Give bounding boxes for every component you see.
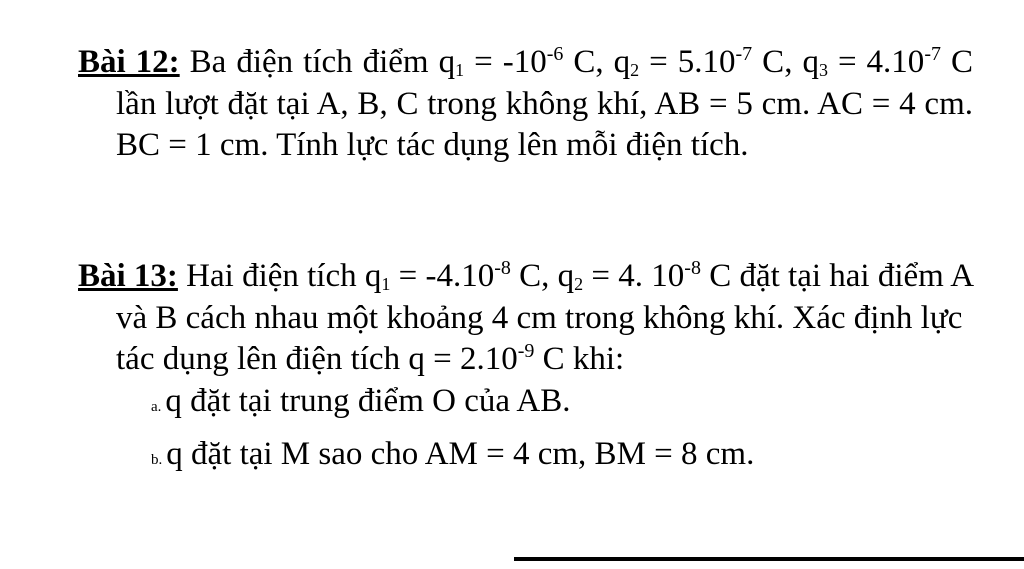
problem-12-heading: Bài 12: bbox=[78, 44, 180, 80]
problem-13-text: Hai điện tích q bbox=[177, 258, 382, 294]
subscript: 1 bbox=[455, 60, 465, 80]
problem-12-statement bbox=[78, 42, 973, 167]
problem-13-item-a bbox=[78, 381, 973, 429]
problem-13-text: = -4.10 bbox=[390, 258, 495, 294]
exponent: -8 bbox=[494, 257, 511, 279]
problem-12-text: C lần lượt đặt tại A, B, C trong không khí, AB = 5 cm. AC = 4 cm. BC = 1 cm. Tính lực tác dụng lên mỗi điện tích. bbox=[116, 44, 973, 163]
problem-12-text: C, q bbox=[563, 44, 631, 80]
problem-12-text: = 4.10 bbox=[827, 44, 925, 80]
problem-13-text: C khi: bbox=[534, 341, 625, 377]
problem-12-text: = -10 bbox=[464, 44, 547, 80]
problem-13 bbox=[78, 256, 973, 482]
problem-13-statement bbox=[78, 256, 973, 381]
problem-13-heading: Bài 13: bbox=[78, 258, 178, 294]
problem-13-text: C đặt tại hai điểm A và B cách nhau một khoảng 4 cm trong không khí. Xác định lực tác dụng lên điện tích q = 2.10 bbox=[116, 258, 973, 377]
bottom-divider bbox=[514, 557, 1024, 561]
item-text-a: q đặt tại trung điểm O của AB. bbox=[165, 382, 571, 419]
item-marker-a: a. bbox=[151, 398, 162, 415]
problem-12-text: = 5.10 bbox=[639, 44, 736, 80]
exponent: -7 bbox=[735, 43, 753, 65]
subscript: 2 bbox=[630, 60, 640, 80]
problem-13-item-b bbox=[78, 434, 973, 482]
problem-13-text: C, q bbox=[510, 258, 575, 294]
exponent: -8 bbox=[684, 257, 701, 279]
subscript: 1 bbox=[381, 274, 391, 294]
exponent: -6 bbox=[546, 43, 564, 65]
item-marker-b: b. bbox=[151, 452, 163, 468]
exponent: -9 bbox=[517, 340, 535, 362]
problem-12-text: C, q bbox=[752, 44, 819, 80]
problem-12-text: Ba điện tích điểm q bbox=[179, 44, 456, 80]
item-text-b: q đặt tại M sao cho AM = 4 cm, BM = 8 cm. bbox=[166, 436, 755, 472]
problem-13-text: = 4. 10 bbox=[583, 258, 685, 294]
subscript: 2 bbox=[574, 274, 584, 294]
problem-12 bbox=[78, 42, 973, 167]
exponent: -7 bbox=[924, 43, 941, 65]
subscript: 3 bbox=[818, 60, 828, 80]
